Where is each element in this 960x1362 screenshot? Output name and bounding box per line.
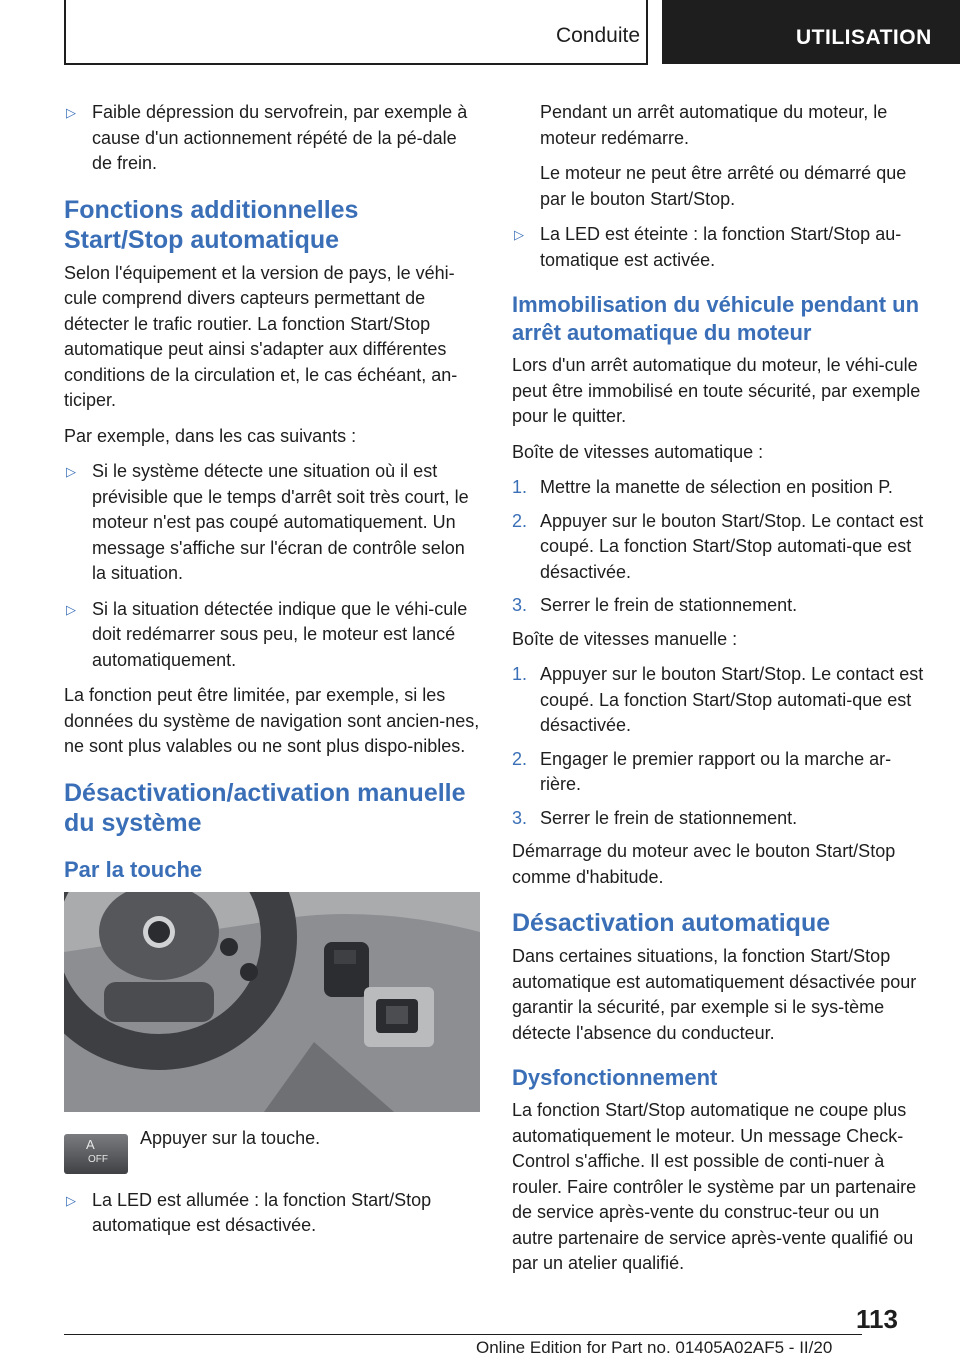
header-chapter-tab xyxy=(662,0,960,64)
footer-rule xyxy=(64,1334,862,1335)
paragraph: Lors d'un arrêt automatique du moteur, le véhi‐cule peut être immobilisé en toute sécurité, par exemple pour le quitter. xyxy=(512,355,921,426)
numbered-step xyxy=(512,806,924,832)
step-text: Mettre la manette de sélection en position P. xyxy=(540,477,893,497)
step-number: 1. xyxy=(512,664,528,684)
bullet-marker-icon: ▷ xyxy=(66,1192,76,1208)
page-number: 113 xyxy=(856,1304,898,1334)
heading-immobilisation: Immobilisation du véhicule pendant un arrêt automatique du moteur xyxy=(512,292,920,345)
start-stop-off-button-icon xyxy=(64,1134,128,1174)
paragraph: Boîte de vitesses manuelle : xyxy=(512,628,738,649)
bullet-marker-icon: ▷ xyxy=(514,227,524,242)
step-number: 2. xyxy=(512,748,528,769)
button-instruction-text: Appuyer sur la touche. xyxy=(140,1127,321,1148)
bullet-item xyxy=(512,222,924,273)
header-left-rule xyxy=(64,0,66,64)
paragraph: Démarrage du moteur avec le bouton Start/Stop comme d'habitude. xyxy=(512,841,896,887)
paragraph: Boîte de vitesses automatique : xyxy=(512,441,764,462)
bullet-continuation: Le moteur ne peut être arrêté ou démarré que par le bouton Start/Stop. xyxy=(540,163,907,209)
button-label-auto: A xyxy=(86,1136,95,1152)
header-bottom-rule xyxy=(64,63,648,65)
step-number: 3. xyxy=(512,807,528,828)
bullet-continuation: Pendant un arrêt automatique du moteur, le moteur redémarre. xyxy=(540,102,888,148)
bullet-marker-icon: ▷ xyxy=(66,105,76,120)
step-text: Engager le premier rapport ou la marche ar‐rière. xyxy=(540,748,892,794)
bullet-item xyxy=(64,1188,480,1239)
bullet-text: Si la situation détectée indique que le véhi‐cule doit redémarrer sous peu, le moteur est lancé automatiquement. xyxy=(92,598,468,670)
numbered-step xyxy=(512,509,924,586)
bullet-item xyxy=(64,459,480,587)
numbered-step xyxy=(512,475,924,501)
paragraph: La fonction Start/Stop automatique ne coupe plus automatiquement le moteur. Un message Check-Control s'affiche. Il est possible de conti‐nuer à rouler. Faire contrôler le système par un partenaire de service après-vente du construc‐teur ou un autre partenaire de service après-vente qualifié ou par un atelier qualifié. xyxy=(512,1100,917,1273)
bullet-item xyxy=(64,100,480,177)
bullet-text: La LED est éteinte : la fonction Start/Stop au‐tomatique est activée. xyxy=(540,224,902,270)
numbered-step xyxy=(512,747,924,798)
steering-wheel-illustration xyxy=(64,892,480,1112)
header-chapter-label: UTILISATION xyxy=(796,26,932,49)
steering-wheel-photo xyxy=(64,892,480,1112)
numbered-step xyxy=(512,593,924,619)
paragraph: Par exemple, dans les cas suivants : xyxy=(64,425,357,446)
left-column xyxy=(64,100,480,1249)
button-label-off: OFF xyxy=(88,1153,108,1165)
paragraph: Dans certaines situations, la fonction Start/Stop automatique est automatiquement désactivée pour garantir la sécurité, par exemple si le sys‐tème détecte l'absence du conducteur. xyxy=(512,946,917,1043)
bullet-text: Si le système détecte une situation où il est prévisible que le temps d'arrêt soit très court, le moteur n'est pas coupé automatiquement. Un message s'affiche sur l'écran de contrôle selon la situation. xyxy=(92,461,469,583)
header-section-title: Conduite xyxy=(555,24,640,47)
step-text: Appuyer sur le bouton Start/Stop. Le contact est coupé. La fonction Start/Stop automati‐que est désactivée. xyxy=(540,510,924,582)
heading-fonctions-additionnelles: Fonctions additionnelles Start/Stop automatique xyxy=(64,195,359,254)
paragraph: La fonction peut être limitée, par exemple, si les données du système de navigation sont ancien‐nes, ne sont plus valables ou ne sont plus dispo‐nibles. xyxy=(64,685,480,756)
bullet-text: La LED est allumée : la fonction Start/Stop automatique est désactivée. xyxy=(92,1189,432,1235)
heading-dysfonctionnement: Dysfonctionnement xyxy=(512,1065,718,1090)
step-text: Serrer le frein de stationnement. xyxy=(540,807,798,828)
right-column xyxy=(512,100,924,1287)
step-text: Serrer le frein de stationnement. xyxy=(540,595,798,615)
step-number: 3. xyxy=(512,595,528,615)
header-separator xyxy=(646,0,648,64)
numbered-step xyxy=(512,662,924,739)
bullet-text: Faible dépression du servofrein, par exemple à cause d'un actionnement répété de la pé‐dale de frein. xyxy=(92,102,468,173)
footer-edition-text: Online Edition for Part no. 01405A02AF5 - II/20 xyxy=(476,1338,833,1357)
subheading-par-la-touche: Par la touche xyxy=(64,856,203,882)
paragraph: Selon l'équipement et la version de pays, le véhi‐cule comprend divers capteurs permettant de détecter le trafic routier. La fonction Start/Stop automatique peut ainsi s'adapter aux différentes conditions de la circulation et, le cas échéant, an‐ticiper. xyxy=(64,262,458,410)
bullet-marker-icon: ▷ xyxy=(66,464,76,479)
step-number: 1. xyxy=(512,477,528,497)
heading-desactivation-manuelle: Désactivation/activation manuelle du système xyxy=(64,778,466,837)
bullet-item xyxy=(64,597,480,674)
heading-desactivation-automatique: Désactivation automatique xyxy=(512,909,831,937)
step-text: Appuyer sur le bouton Start/Stop. Le contact est coupé. La fonction Start/Stop automati‐que est désactivée. xyxy=(540,664,924,735)
button-instruction-row xyxy=(64,1126,480,1188)
step-number: 2. xyxy=(512,510,528,531)
bullet-marker-icon: ▷ xyxy=(66,601,76,617)
